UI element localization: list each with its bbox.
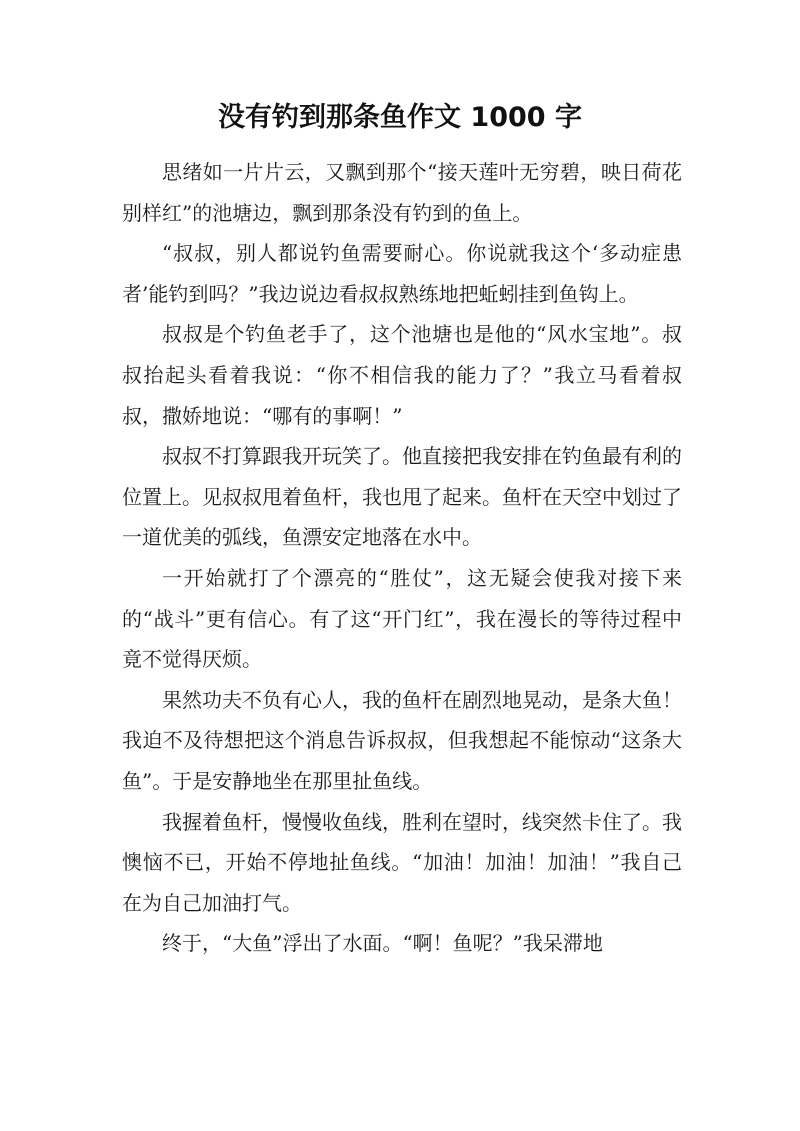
document-title: 没有钓到那条鱼作文 1000 字 bbox=[218, 102, 582, 133]
paragraph: 果然功夫不负有心人，我的鱼杆在剧烈地晃动，是条大鱼！我迫不及待想把这个消息告诉叔叔，但我想起不能惊动“这条大鱼”。于是安静地坐在那里扯鱼线。 bbox=[122, 687, 682, 793]
paragraph: 我握着鱼杆，慢慢收鱼线，胜利在望时，线突然卡住了。我懊恼不已，开始不停地扯鱼线。“加油！加油！加油！”我自己在为自己加油打气。 bbox=[122, 809, 682, 915]
paragraph: “叔叔，别人都说钓鱼需要耐心。你说就我这个‘多动症患者’能钓到吗？”我边说边看叔叔熟练地把蚯蚓挂到鱼钩上。 bbox=[122, 241, 682, 306]
paragraph: 一开始就打了个漂亮的“胜仗”，这无疑会使我对接下来的“战斗”更有信心。有了这“开门红”，我在漫长的等待过程中竟不觉得厌烦。 bbox=[122, 565, 682, 672]
paragraph: 叔叔不打算跟我开玩笑了。他直接把我安排在钓鱼最有利的位置上。见叔叔甩着鱼杆，我也甩了起来。鱼杆在天空中划过了一道优美的弧线，鱼漂安定地落在水中。 bbox=[122, 444, 682, 550]
paragraph: 叔叔是个钓鱼老手了，这个池塘也是他的“风水宝地”。叔叔抬起头看着我说：“你不相信我的能力了？”我立马看着叔叔，撒娇地说：“哪有的事啊！” bbox=[122, 322, 682, 428]
document-body bbox=[122, 152, 682, 964]
paragraph: 终于，“大鱼”浮出了水面。“啊！鱼呢？”我呆滞地 bbox=[162, 931, 603, 956]
paragraph: 思绪如一片片云，又飘到那个“接天莲叶无穷碧，映日荷花别样红”的池塘边，飘到那条没有钓到的鱼上。 bbox=[122, 160, 682, 225]
